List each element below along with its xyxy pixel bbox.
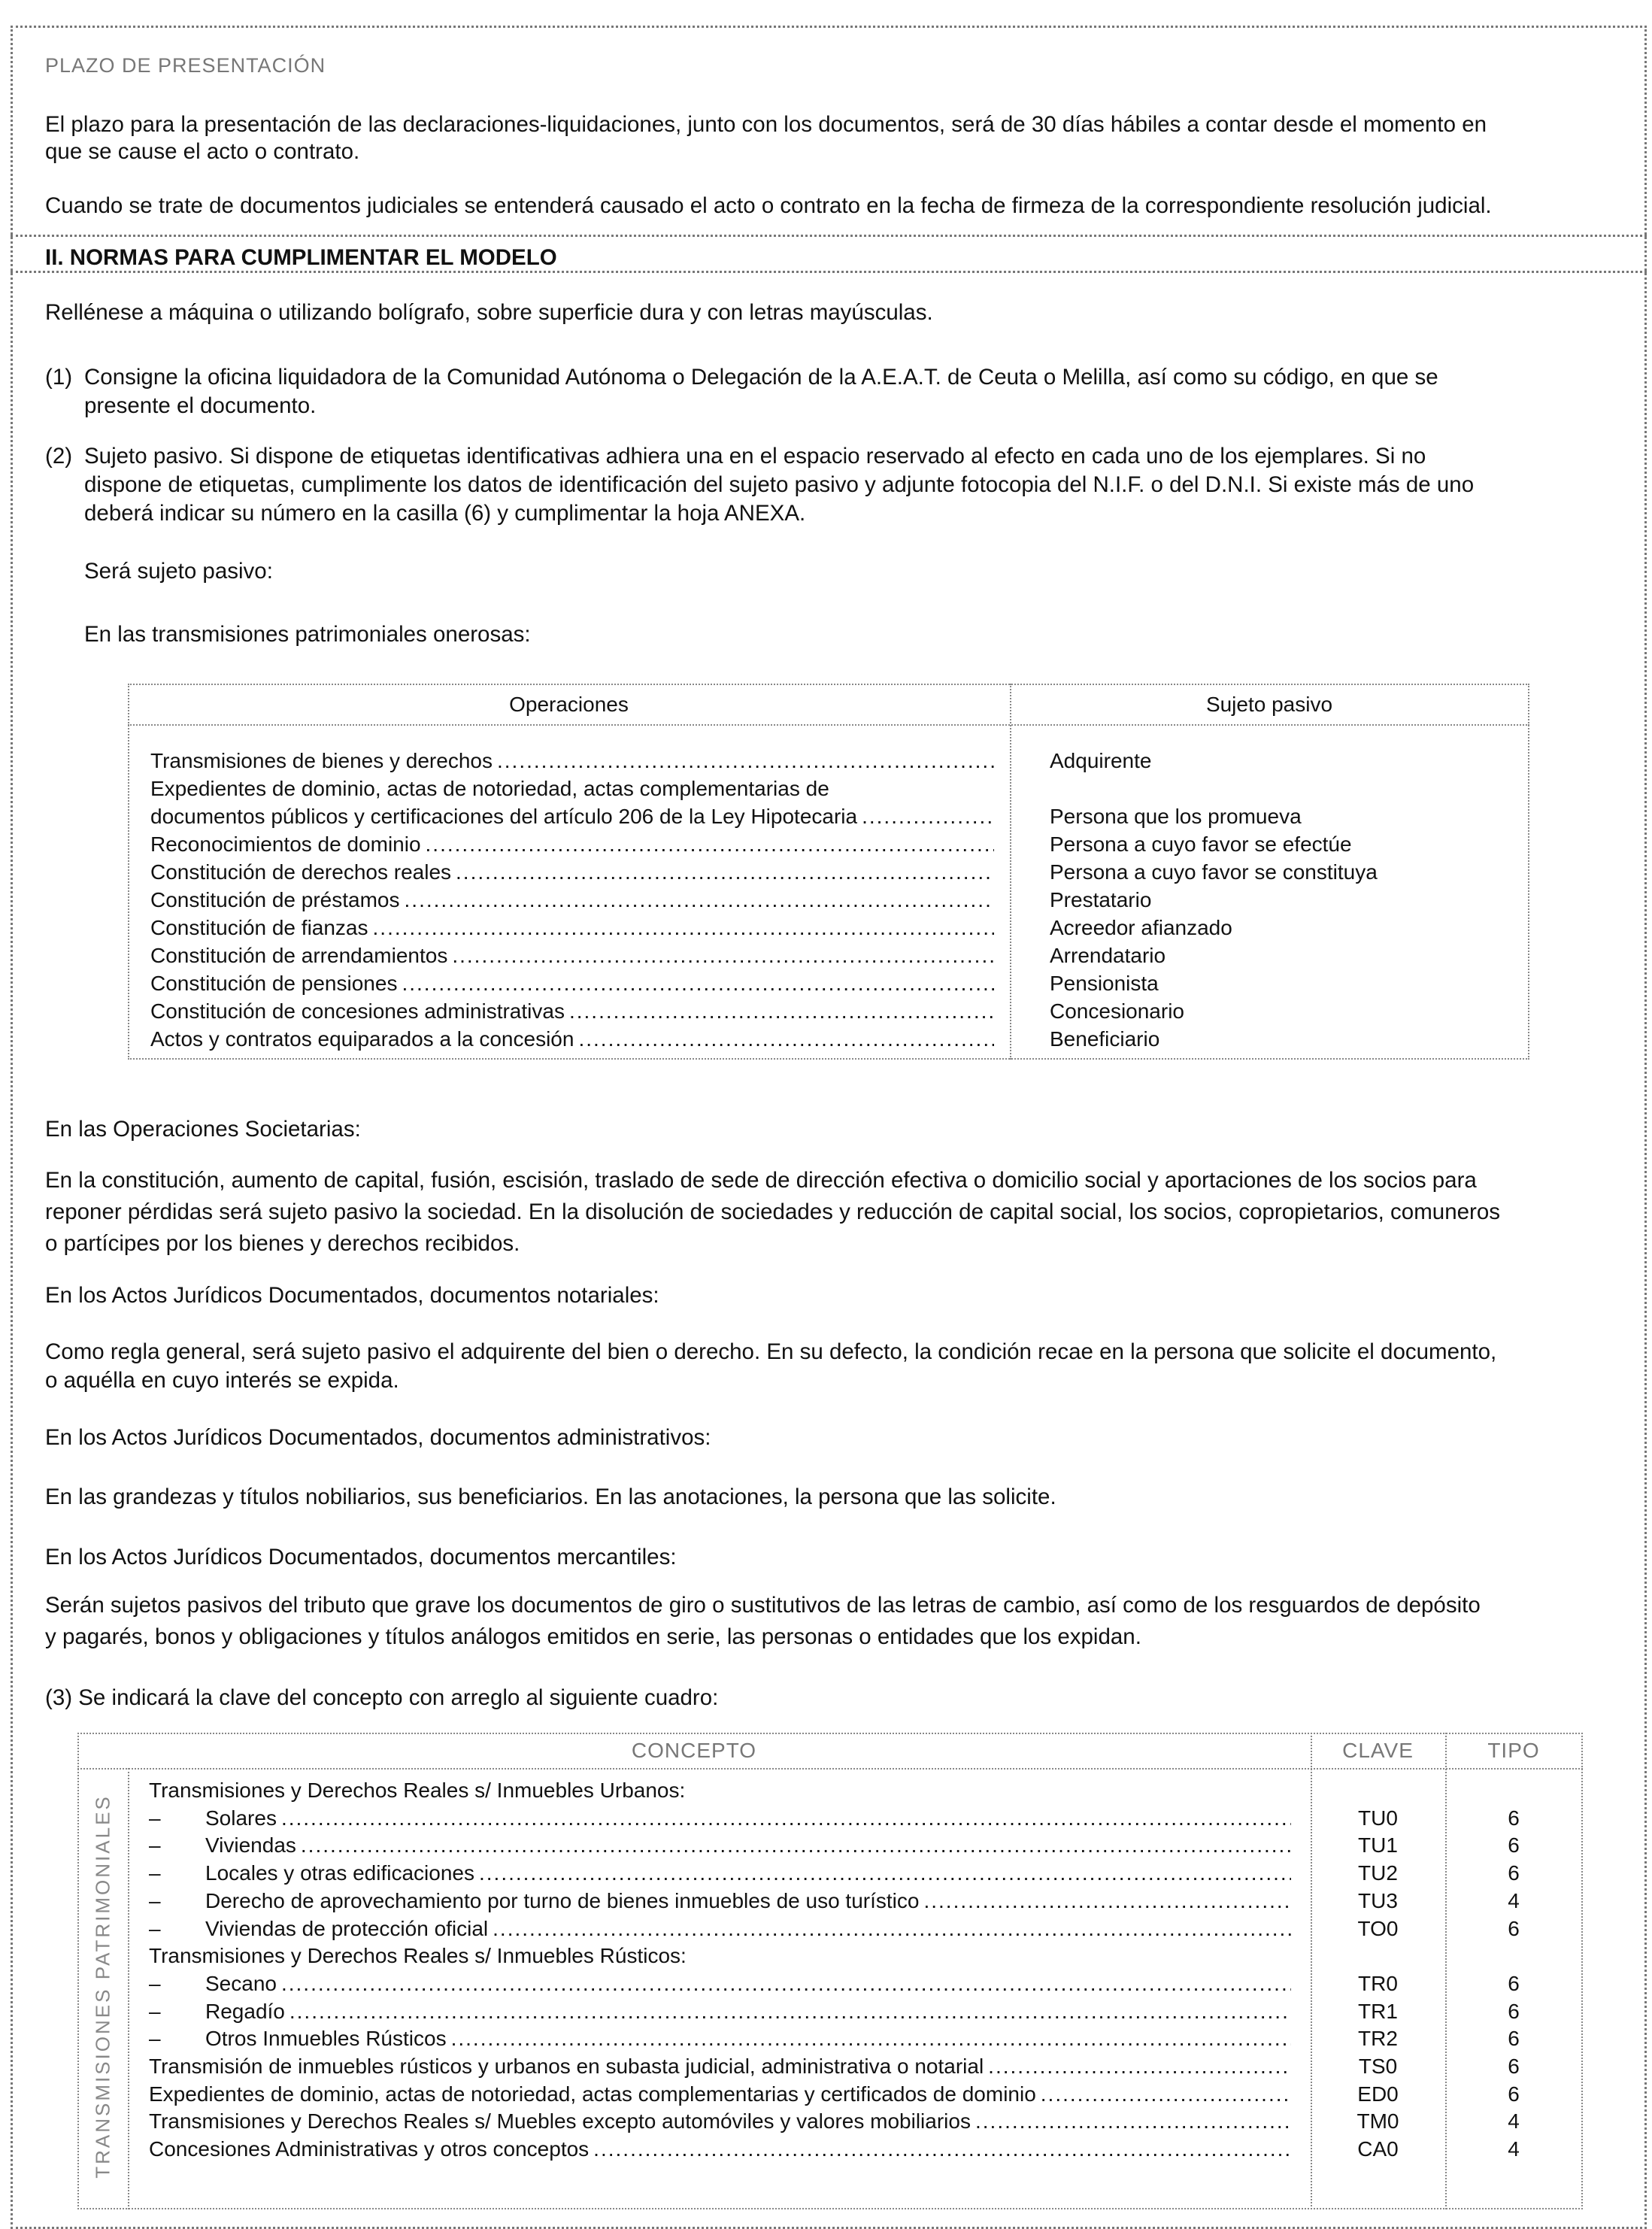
concepto-label: Locales y otras edificaciones bbox=[205, 1861, 474, 1885]
clave-value: TR2 bbox=[1358, 2027, 1398, 2051]
paragraph-line: En las Operaciones Societarias: bbox=[45, 1117, 361, 1142]
paragraph-line: Como regla general, será sujeto pasivo el adquirente del bien o derecho. En su defecto, la condición recae en la persona que solicite el documento, bbox=[45, 1339, 1497, 1364]
table2-side-label-divider bbox=[128, 1768, 129, 2209]
operation-cell bbox=[150, 1025, 994, 1053]
clave-value: CA0 bbox=[1357, 2137, 1399, 2161]
section-title: PLAZO DE PRESENTACIÓN bbox=[45, 54, 326, 77]
clave-value: ED0 bbox=[1357, 2082, 1399, 2106]
concepto-cell bbox=[149, 2135, 1291, 2163]
tipo-value: 4 bbox=[1508, 2137, 1520, 2161]
paragraph-line: deberá indicar su número en la casilla (6) y cumplimentar la hoja ANEXA. bbox=[84, 501, 806, 526]
concepto-label: Secano bbox=[205, 1971, 277, 1995]
concepto-cell bbox=[149, 2080, 1291, 2108]
paragraph-line: El plazo para la presentación de las declaraciones-liquidaciones, junto con los documentos, será de 30 días hábiles a contar desde el momento en bbox=[45, 112, 1487, 137]
table1-header-operaciones: Operaciones bbox=[509, 693, 629, 716]
dash-marker: – bbox=[149, 1971, 161, 1995]
operation-cell bbox=[150, 830, 994, 858]
operation-cell bbox=[150, 858, 994, 886]
sujeto-pasivo-label: Prestatario bbox=[1050, 888, 1152, 911]
sujeto-pasivo-label: Pensionista bbox=[1050, 972, 1159, 995]
dot-leader bbox=[373, 914, 994, 942]
tipo-value: 6 bbox=[1508, 2027, 1520, 2051]
table1-column-divider bbox=[1010, 684, 1011, 1060]
table2-header-divider bbox=[77, 1768, 1583, 1770]
paragraph-line: Serán sujetos pasivos del tributo que grave los documentos de giro o sustitutivos de las letras de cambio, así como de los resguardos de depósito bbox=[45, 1593, 1481, 1618]
concepto-label: Expedientes de dominio, actas de notoriedad, actas complementarias y certificados de dominio bbox=[149, 2082, 1036, 2106]
dot-leader bbox=[988, 2052, 1291, 2080]
concepto-cell bbox=[149, 2107, 1291, 2135]
dot-leader bbox=[426, 830, 994, 858]
dash-marker: – bbox=[149, 1833, 161, 1858]
dot-leader bbox=[493, 1915, 1291, 1942]
paragraph-line: Rellénese a máquina o utilizando bolígrafo, sobre superficie dura y con letras mayúsculas. bbox=[45, 300, 933, 325]
table2-side-label: TRANSMISIONES PATRIMONIALES bbox=[91, 1794, 114, 2179]
concepto-label: Concesiones Administrativas y otros conceptos bbox=[149, 2137, 590, 2161]
dot-leader bbox=[569, 997, 994, 1025]
tipo-value: 6 bbox=[1508, 1999, 1520, 2023]
group-label: Transmisiones y Derechos Reales s/ Inmuebles Urbanos: bbox=[149, 1779, 686, 1802]
dot-leader bbox=[281, 1970, 1291, 1997]
table2-header-tipo: TIPO bbox=[1487, 1739, 1540, 1762]
table1-header-sujeto-pasivo: Sujeto pasivo bbox=[1205, 693, 1333, 716]
operation-cell bbox=[150, 942, 994, 969]
tipo-value: 6 bbox=[1508, 1806, 1520, 1830]
list-marker: (1) bbox=[45, 365, 73, 390]
clave-value: TU2 bbox=[1358, 1861, 1398, 1885]
tipo-value: 4 bbox=[1508, 1888, 1520, 1912]
dash-marker: – bbox=[149, 1999, 161, 2023]
operation-label: Actos y contratos equiparados a la concesión bbox=[150, 1027, 574, 1051]
sujeto-pasivo-label: Persona a cuyo favor se efectúe bbox=[1050, 832, 1352, 856]
concepto-cell bbox=[205, 2024, 1291, 2052]
clave-value: TU1 bbox=[1358, 1833, 1398, 1858]
concepto-cell bbox=[205, 1887, 1291, 1915]
clave-value: TS0 bbox=[1358, 2055, 1398, 2078]
sujeto-pasivo-label: Adquirente bbox=[1050, 749, 1152, 772]
paragraph-line: En los Actos Jurídicos Documentados, documentos mercantiles: bbox=[45, 1545, 677, 1569]
paragraph-line: En las transmisiones patrimoniales onerosas: bbox=[84, 622, 531, 647]
concepto-label: Transmisión de inmuebles rústicos y urbanos en subasta judicial, administrativa o notarial bbox=[149, 2055, 984, 2078]
paragraph-line: que se cause el acto o contrato. bbox=[45, 139, 360, 164]
tipo-value: 6 bbox=[1508, 2082, 1520, 2106]
paragraph-line: o aquélla en cuyo interés se expida. bbox=[45, 1368, 399, 1393]
sujeto-pasivo-label: Persona a cuyo favor se constituya bbox=[1050, 860, 1378, 884]
table2-header-clave: CLAVE bbox=[1342, 1739, 1414, 1762]
dash-marker: – bbox=[149, 1916, 161, 1940]
operation-cell bbox=[150, 997, 994, 1025]
paragraph-line: Consigne la oficina liquidadora de la Comunidad Autónoma o Delegación de la A.E.A.T. de Ceuta o Melilla, así como su código, en que se bbox=[84, 365, 1438, 390]
sujeto-pasivo-label: Beneficiario bbox=[1050, 1027, 1160, 1051]
dot-leader bbox=[1041, 2080, 1291, 2108]
dot-leader bbox=[593, 2135, 1291, 2163]
dot-leader bbox=[289, 1997, 1291, 2025]
dot-leader bbox=[862, 802, 994, 830]
operation-cell bbox=[150, 886, 994, 914]
concepto-cell bbox=[205, 1970, 1291, 1997]
table2-header-concepto: CONCEPTO bbox=[631, 1739, 757, 1762]
operation-label: Reconocimientos de dominio bbox=[150, 832, 421, 856]
operation-label: Expedientes de dominio, actas de notoriedad, actas complementarias de bbox=[150, 777, 829, 800]
operation-cell bbox=[150, 969, 994, 997]
tipo-value: 6 bbox=[1508, 1833, 1520, 1858]
table1-header-divider bbox=[128, 724, 1529, 726]
divider-section-header-top bbox=[11, 235, 1647, 237]
dash-marker: – bbox=[149, 2027, 161, 2051]
clave-value: TR0 bbox=[1358, 1971, 1398, 1995]
tipo-value: 6 bbox=[1508, 1861, 1520, 1885]
concepto-cell bbox=[149, 2052, 1291, 2080]
dash-marker: – bbox=[149, 1806, 161, 1830]
tipo-value: 6 bbox=[1508, 1971, 1520, 1995]
concepto-label: Viviendas bbox=[205, 1833, 296, 1858]
clave-value: TU3 bbox=[1358, 1888, 1398, 1912]
concepto-cell bbox=[205, 1831, 1291, 1859]
paragraph-line: Será sujeto pasivo: bbox=[84, 559, 273, 584]
operation-label: Constitución de fianzas bbox=[150, 916, 368, 939]
sujeto-pasivo-label: Arrendatario bbox=[1050, 944, 1166, 967]
operation-label: Constitución de pensiones bbox=[150, 972, 398, 995]
dot-leader bbox=[451, 2024, 1291, 2052]
operation-label: Constitución de arrendamientos bbox=[150, 944, 448, 967]
tipo-value: 6 bbox=[1508, 1916, 1520, 1940]
paragraph-line: (3) Se indicará la clave del concepto con arreglo al siguiente cuadro: bbox=[45, 1685, 719, 1710]
paragraph-line: Cuando se trate de documentos judiciales se entenderá causado el acto o contrato en la fecha de firmeza de la correspondiente resolución judicial. bbox=[45, 193, 1492, 218]
clave-value: TO0 bbox=[1357, 1916, 1399, 1940]
operation-label: Constitución de préstamos bbox=[150, 888, 400, 911]
dot-leader bbox=[975, 2107, 1291, 2135]
sujeto-pasivo-label: Concesionario bbox=[1050, 999, 1184, 1023]
dash-marker: – bbox=[149, 1888, 161, 1912]
operation-cell bbox=[150, 747, 994, 775]
dot-leader bbox=[452, 942, 994, 969]
operation-label: Transmisiones de bienes y derechos bbox=[150, 749, 493, 772]
concepto-label: Transmisiones y Derechos Reales s/ Muebles excepto automóviles y valores mobiliarios bbox=[149, 2109, 971, 2133]
clave-value: TM0 bbox=[1356, 2109, 1399, 2133]
dot-leader bbox=[402, 969, 994, 997]
dot-leader bbox=[281, 1804, 1291, 1832]
paragraph-line: reponer pérdidas será sujeto pasivo la sociedad. En la disolución de sociedades y reducción de capital social, los socios, copropietarios, comuneros bbox=[45, 1199, 1500, 1224]
paragraph-line: o partícipes por los bienes y derechos recibidos. bbox=[45, 1231, 520, 1256]
operation-cell bbox=[150, 914, 994, 942]
concepto-cell bbox=[205, 1859, 1291, 1887]
sujeto-pasivo-label: Persona que los promueva bbox=[1050, 805, 1302, 828]
paragraph-line: presente el documento. bbox=[84, 393, 317, 418]
concepto-cell bbox=[205, 1997, 1291, 2025]
operation-label: documentos públicos y certificaciones del artículo 206 de la Ley Hipotecaria bbox=[150, 805, 858, 828]
dot-leader bbox=[301, 1831, 1291, 1859]
operation-label: Constitución de concesiones administrativas bbox=[150, 999, 565, 1023]
dot-leader bbox=[479, 1859, 1291, 1887]
sujeto-pasivo-label: Acreedor afianzado bbox=[1050, 916, 1232, 939]
concepto-label: Regadío bbox=[205, 1999, 285, 2023]
tipo-value: 6 bbox=[1508, 2055, 1520, 2078]
clave-value: TU0 bbox=[1358, 1806, 1398, 1830]
paragraph-line: En la constitución, aumento de capital, fusión, escisión, traslado de sede de dirección efectiva o domicilio social y aportaciones de los socios para bbox=[45, 1168, 1477, 1193]
paragraph-line: En las grandezas y títulos nobiliarios, sus beneficiarios. En las anotaciones, la persona que las solicite. bbox=[45, 1484, 1056, 1509]
operation-label: Constitución de derechos reales bbox=[150, 860, 452, 884]
dot-leader bbox=[456, 858, 994, 886]
dot-leader bbox=[497, 747, 994, 775]
clave-value: TR1 bbox=[1358, 1999, 1398, 2023]
paragraph-line: y pagarés, bonos y obligaciones y títulos análogos emitidos en serie, las personas o entidades que los expidan. bbox=[45, 1624, 1141, 1649]
concepto-label: Otros Inmuebles Rústicos bbox=[205, 2027, 447, 2051]
concepto-cell bbox=[205, 1915, 1291, 1942]
tipo-value: 4 bbox=[1508, 2109, 1520, 2133]
dot-leader bbox=[405, 886, 994, 914]
group-label: Transmisiones y Derechos Reales s/ Inmuebles Rústicos: bbox=[149, 1944, 687, 1968]
concepto-label: Derecho de aprovechamiento por turno de bienes inmuebles de uso turístico bbox=[205, 1888, 920, 1912]
paragraph-line: dispone de etiquetas, cumplimente los datos de identificación del sujeto pasivo y adjunte fotocopia del N.I.F. o del D.N.I. Si existe más de uno bbox=[84, 472, 1475, 497]
concepto-label: Viviendas de protección oficial bbox=[205, 1916, 489, 1940]
paragraph-line: Sujeto pasivo. Si dispone de etiquetas identificativas adhiera una en el espacio reservado al efecto en cada uno de los ejemplares. Si no bbox=[84, 444, 1426, 469]
concepto-cell bbox=[205, 1804, 1291, 1832]
operation-cell bbox=[150, 802, 994, 830]
dash-marker: – bbox=[149, 1861, 161, 1885]
paragraph-line: En los Actos Jurídicos Documentados, documentos administrativos: bbox=[45, 1425, 711, 1450]
list-marker: (2) bbox=[45, 444, 73, 469]
dot-leader bbox=[578, 1025, 994, 1053]
concepto-label: Solares bbox=[205, 1806, 277, 1830]
paragraph-line: En los Actos Jurídicos Documentados, documentos notariales: bbox=[45, 1283, 659, 1308]
section-heading: II. NORMAS PARA CUMPLIMENTAR EL MODELO bbox=[45, 245, 557, 270]
dot-leader bbox=[923, 1887, 1291, 1915]
